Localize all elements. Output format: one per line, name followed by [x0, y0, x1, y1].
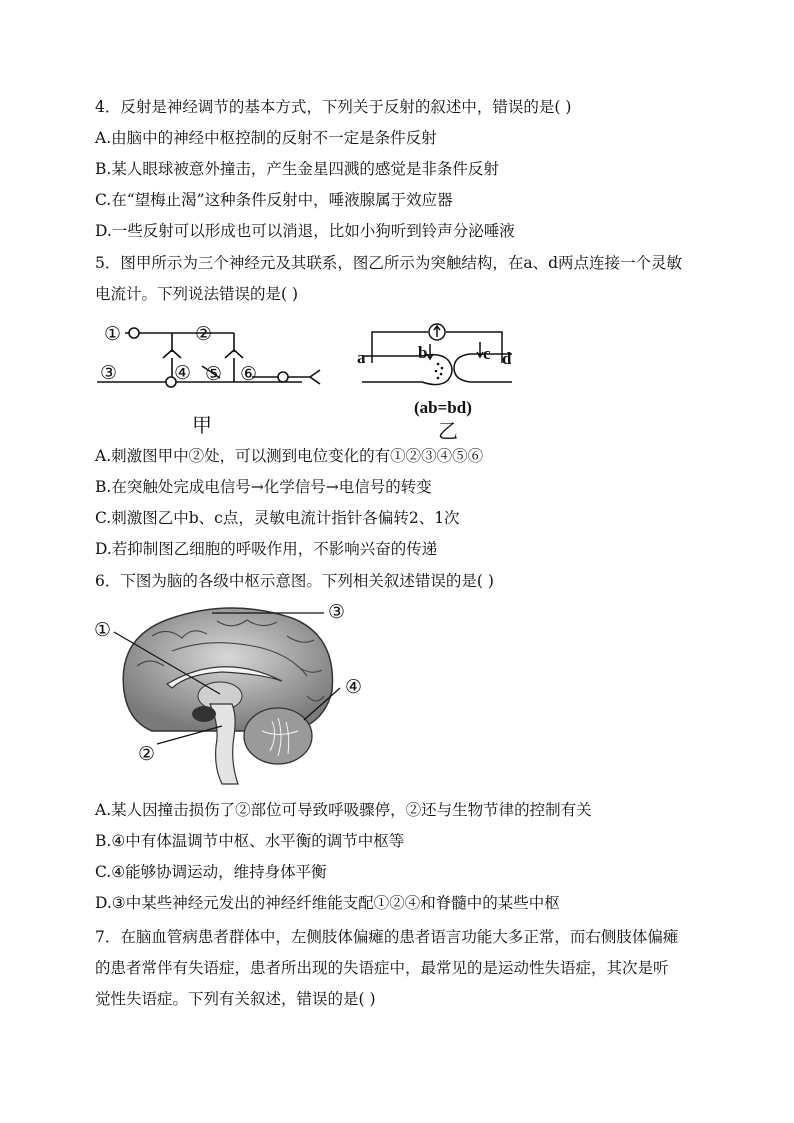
q5-option-d: D.若抑制图乙细胞的呼吸作用，不影响兴奋的传递 — [95, 540, 438, 558]
brain-label-3: ③ — [328, 602, 346, 623]
label-1: ① — [104, 324, 122, 345]
figure-brain — [92, 596, 372, 792]
label-2: ② — [195, 324, 213, 345]
q5-option-a: A.刺激图甲中②处，可以测到电位变化的有①②③④⑤⑥ — [95, 447, 484, 465]
label-a: a — [357, 348, 366, 367]
brain-label-1: ① — [94, 620, 112, 641]
caption-yi: 乙 — [438, 421, 458, 442]
caption-jia: 甲 — [192, 415, 212, 437]
label-6: ⑥ — [240, 364, 258, 385]
brain-label-2: ② — [138, 744, 156, 765]
q6-option-d: D.③中某些神经元发出的神经纤维能支配①②④和脊髓中的某些中枢 — [95, 894, 560, 912]
q6-option-b: B.④中有体温调节中枢、水平衡的调节中枢等 — [95, 832, 405, 850]
q4-option-a: A.由脑中的神经中枢控制的反射不一定是条件反射 — [95, 129, 437, 147]
q5-stem-line2: 电流计。下列说法错误的是( ) — [95, 285, 299, 303]
q7-line3: 觉性失语症。下列有关叙述，错误的是( ) — [95, 990, 376, 1008]
figure-jia-neurons — [92, 308, 332, 440]
figure-yi-synapse — [352, 318, 522, 442]
ab-equals-bd-note: (ab=bd) — [414, 398, 472, 417]
q5-option-b: B.在突触处完成电信号→化学信号→电信号的转变 — [95, 478, 432, 496]
q4-stem: 4．反射是神经调节的基本方式，下列关于反射的叙述中，错误的是( ) — [95, 98, 572, 116]
brain-label-4: ④ — [345, 677, 363, 698]
label-5: ⑤ — [205, 364, 223, 385]
label-3: ③ — [100, 363, 118, 384]
q4-option-d: D.一些反射可以形成也可以消退，比如小狗听到铃声分泌唾液 — [95, 222, 515, 240]
label-4: ④ — [174, 363, 192, 384]
q7-line1: 7．在脑血管病患者群体中，左侧肢体偏瘫的患者语言功能大多正常，而右侧肢体偏瘫 — [95, 928, 679, 946]
q6-stem: 6．下图为脑的各级中枢示意图。下列相关叙述错误的是( ) — [95, 572, 494, 590]
q6-option-c: C.④能够协调运动，维持身体平衡 — [95, 863, 327, 881]
label-b: b — [418, 343, 428, 362]
q7-line2: 的患者常伴有失语症，患者所出现的失语症中，最常见的是运动性失语症，其次是听 — [95, 959, 669, 977]
q5-option-c: C.刺激图乙中b、c点，灵敏电流计指针各偏转2、1次 — [95, 509, 460, 527]
label-c: c — [483, 344, 491, 363]
q4-option-b: B.某人眼球被意外撞击，产生金星四溅的感觉是非条件反射 — [95, 160, 499, 178]
label-d: d — [502, 349, 512, 368]
q4-option-c: C.在“望梅止渴”这种条件反射中，唾液腺属于效应器 — [95, 191, 453, 209]
q5-stem-line1: 5．图甲所示为三个神经元及其联系，图乙所示为突触结构，在a、d两点连接一个灵敏 — [95, 254, 683, 272]
q6-option-a: A.某人因撞击损伤了②部位可导致呼吸骤停，②还与生物节律的控制有关 — [95, 801, 592, 819]
